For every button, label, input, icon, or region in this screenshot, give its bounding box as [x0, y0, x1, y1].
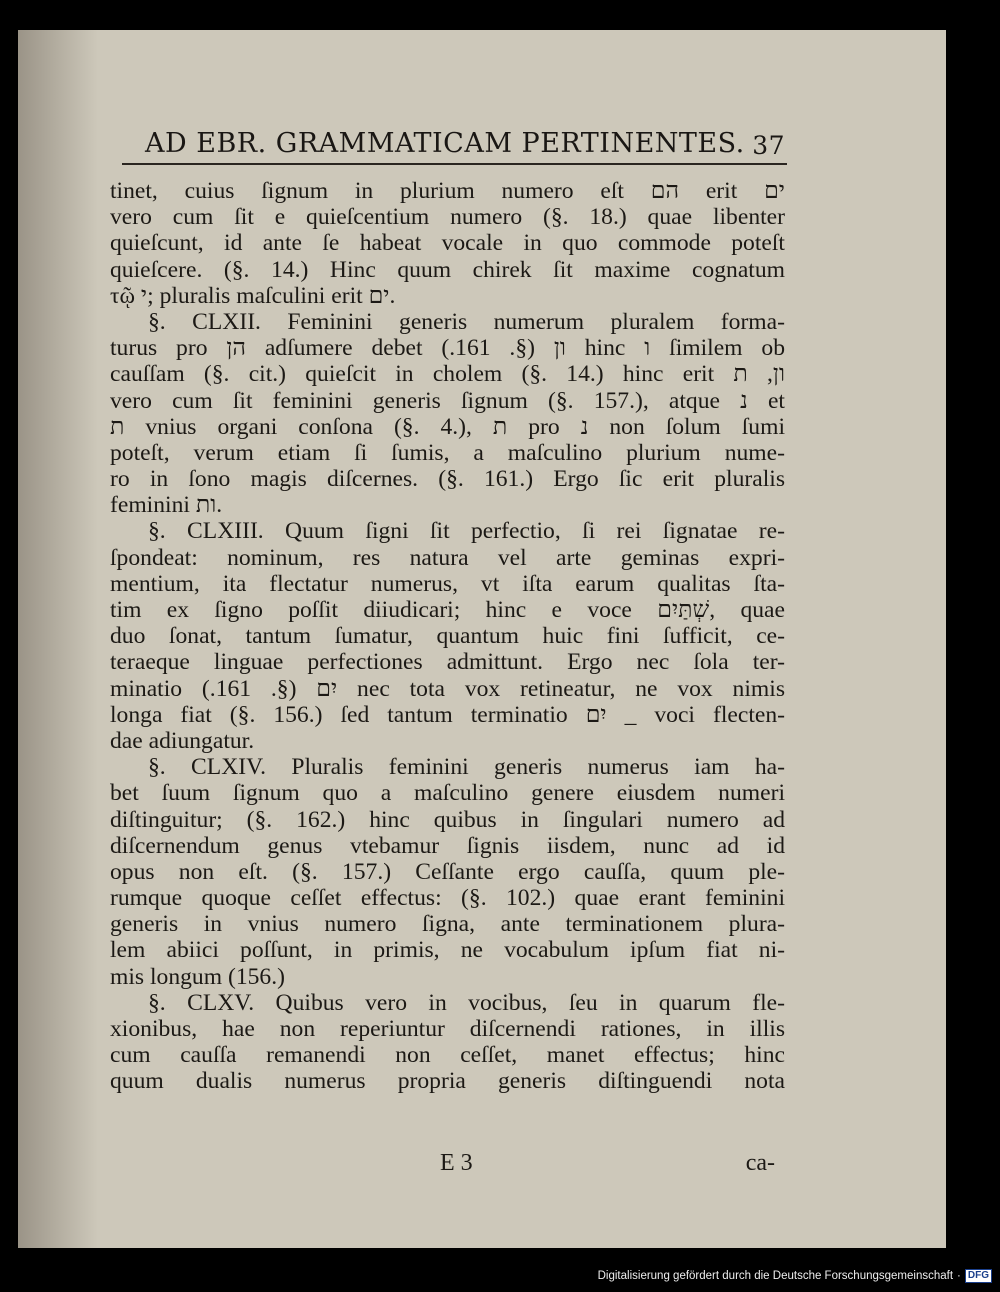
text-line: feminini ות.	[110, 492, 223, 519]
text-line: vero cum ſit e quieſcentium numero (§. 18.) quae libenter	[110, 204, 785, 231]
page-gutter-shadow	[18, 30, 98, 1248]
text-line: τῷ י; pluralis maſculini erit ים.	[110, 282, 396, 309]
text-line: §. CLXV. Quibus vero in vocibus, ſeu in quarum fle-	[148, 989, 785, 1016]
text-line: mis longum (156.)	[110, 963, 285, 990]
text-line: tim ex ſigno poſſit diiudicari; hinc e voce שְׁתַּיִם, quae	[110, 597, 785, 623]
text-line: diſcernendum genus vtebamur ſignis iisdem, nunc ad id	[110, 832, 785, 859]
text-line: tinet, cuius ſignum in plurium numero eſt הם erit ים	[110, 178, 785, 204]
text-line: diſtinguitur; (§. 162.) hinc quibus in ſingulari numero ad	[110, 806, 785, 833]
text-line: ro in ſono magis diſcernes. (§. 161.) Ergo ſic erit pluralis	[110, 466, 785, 493]
text-line: xionibus, hae non reperiuntur diſcernendi rationes, in illis	[110, 1016, 785, 1042]
text-line: opus non eſt. (§. 157.) Ceſſante ergo cauſſa, quum ple-	[110, 858, 785, 885]
page-number: 37	[752, 131, 785, 160]
text-line: poteſt, verum etiam ſi ſumis, a maſculino plurium nume-	[110, 439, 785, 466]
text-line: quieſcere. (§. 14.) Hinc quum chirek ſit maxime cognatum	[110, 256, 785, 283]
signature-mark: E 3	[440, 1150, 473, 1176]
page-footer	[110, 1150, 785, 1180]
running-title: AD EBR. GRAMMATICAM PERTINENTES.	[145, 128, 745, 159]
text-line: longa fiat (§. 156.) ſed tantum terminatio יִם _ voci flecten-	[110, 701, 785, 728]
text-line: ſpondeat: nominum, res natura vel arte geminas expri-	[110, 544, 785, 571]
credit-text: Digitalisierung gefördert durch die Deutsche Forschungsgemeinschaft	[597, 1270, 954, 1282]
text-line: teraeque linguae perfectiones admittunt. Ergo nec ſola ter-	[110, 649, 785, 676]
text-line: ת vnius organi conſona (§. 4.), ת pro נ non ſolum ſumi	[110, 413, 785, 440]
text-line: duo ſonat, tantum ſumatur, quantum huic fini ſufficit, ce-	[110, 623, 785, 650]
catchword: ca-	[745, 1150, 775, 1176]
text-line: rumque quoque ceſſet effectus: (§. 102.) quae erant feminini	[110, 885, 785, 912]
text-line: cum cauſſa remanendi non ceſſet, manet effectus; hinc	[110, 1042, 785, 1069]
dfg-logo: DFG	[965, 1269, 992, 1283]
text-line: dae adiungatur.	[110, 727, 255, 754]
text-line: generis in vnius numero ſigna, ante terminationem plura-	[110, 911, 785, 938]
running-header	[145, 128, 785, 162]
text-line: lem abiici poſſunt, in primis, ne vocabulum ipſum fiat ni-	[110, 937, 785, 964]
text-line: turus pro הן adſumere debet ון (§. 161.) hinc ו ſimilem ob	[110, 335, 785, 362]
text-line: minatio יִם (§. 161.) nec tota vox retineatur, ne vox nimis	[110, 675, 785, 702]
header-rule	[122, 163, 787, 165]
body-text	[110, 178, 785, 1095]
text-line: mentium, ita flectatur numerus, vt iſta earum qualitas ſta-	[110, 570, 785, 597]
text-line: quieſcunt, id ante ſe habeat vocale in quo commode poteſt	[110, 230, 785, 257]
text-line: bet ſuum ſignum quo a maſculino genere eiusdem numeri	[110, 780, 785, 807]
digitization-credit: Digitalisierung gefördert durch die Deutsche Forschungsgemeinschaft · DFG	[598, 1268, 992, 1284]
text-line: §. CLXIII. Quum ſigni ſit perfectio, ſi rei ſignatae re-	[148, 518, 785, 545]
text-line: quum dualis numerus propria generis diſtinguendi nota	[110, 1068, 785, 1095]
text-line: §. CLXII. Feminini generis numerum pluralem forma-	[148, 308, 785, 335]
text-line: §. CLXIV. Pluralis feminini generis numerus iam ha-	[148, 754, 785, 781]
text-line: cauſſam (§. cit.) quieſcit in cholem (§. 14.) hinc erit ון, ת	[110, 361, 785, 388]
text-line: vero cum ſit feminini generis ſignum (§. 157.), atque נ et	[110, 387, 785, 414]
